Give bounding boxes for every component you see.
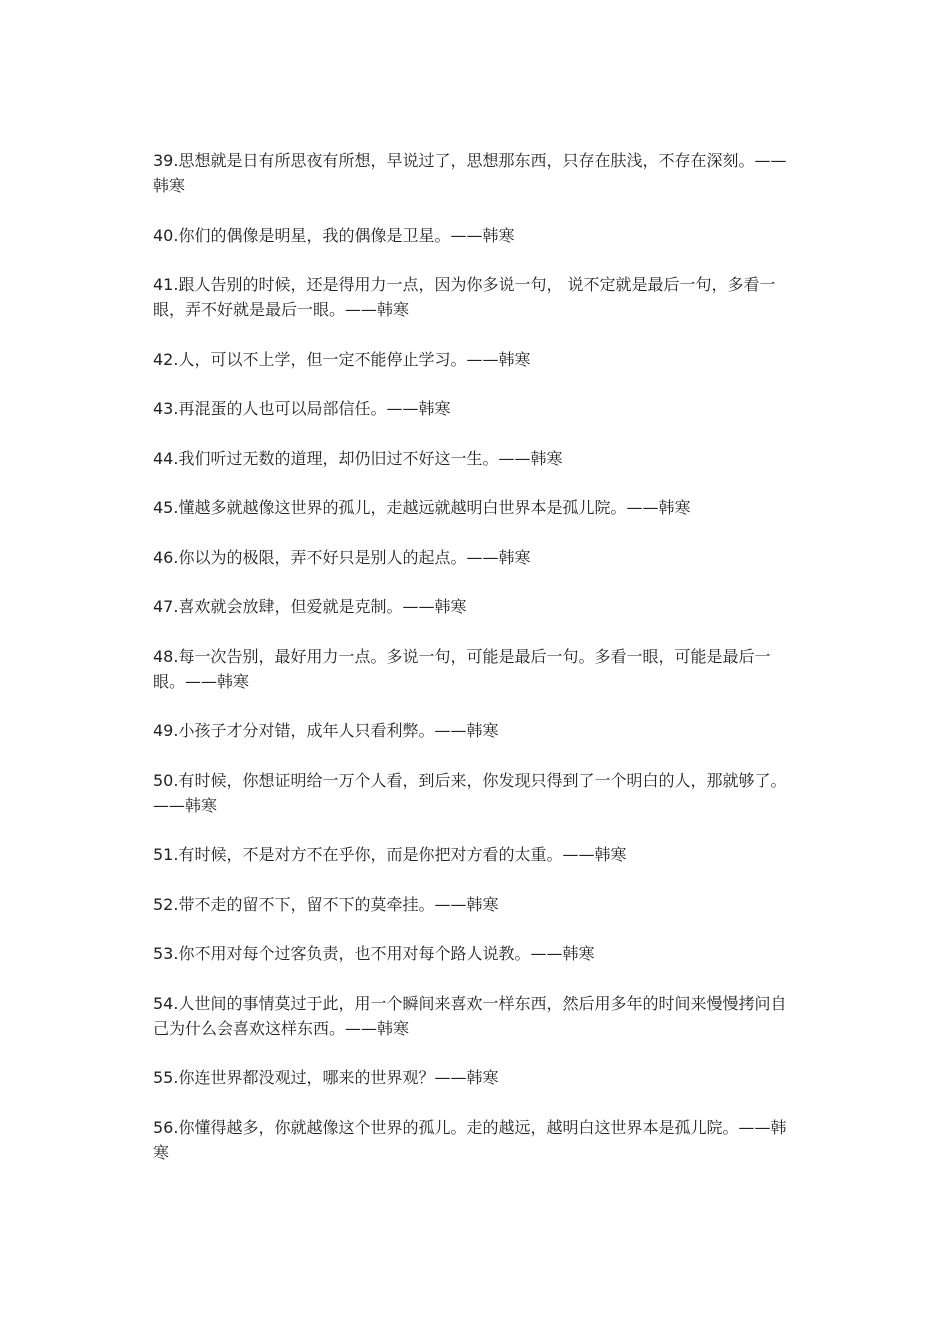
quote-item: 43.再混蛋的人也可以局部信任。——韩寒 — [153, 399, 451, 418]
quote-item: 50.有时候，你想证明给一万个人看，到后来，你发现只得到了一个明白的人，那就够了。——韩寒 — [153, 770, 787, 815]
quote-item: 44.我们听过无数的道理，却仍旧过不好这一生。——韩寒 — [153, 448, 563, 468]
quote-item: 54.人世间的事情莫过于此，用一个瞬间来喜欢一样东西，然后用多年的时间来慢慢拷问自己为什么会喜欢这样东西。——韩寒 — [153, 993, 787, 1038]
quote-item: 49.小孩子才分对错，成年人只看利弊。——韩寒 — [153, 721, 499, 740]
quote-list — [153, 148, 793, 1189]
quote-item: 40.你们的偶像是明星，我的偶像是卫星。——韩寒 — [153, 225, 515, 245]
quote-item: 41.跟人告别的时候，还是得用力一点，因为你多说一句， 说不定就是最后一句，多看一眼，弄不好就是最后一眼。——韩寒 — [153, 275, 776, 319]
quote-item: 46.你以为的极限，弄不好只是别人的起点。——韩寒 — [153, 547, 531, 567]
quote-item: 52.带不走的留不下，留不下的莫牵挂。——韩寒 — [153, 894, 499, 914]
quote-item: 55.你连世界都没观过，哪来的世界观？——韩寒 — [153, 1068, 499, 1087]
quote-item: 45.懂越多就越像这世界的孤儿，走越远就越明白世界本是孤儿院。——韩寒 — [153, 498, 691, 517]
quote-item: 51.有时候，不是对方不在乎你，而是你把对方看的太重。——韩寒 — [153, 845, 627, 864]
quote-item: 53.你不用对每个过客负责，也不用对每个路人说教。——韩寒 — [153, 944, 595, 963]
quote-item: 56.你懂得越多，你就越像这个世界的孤儿。走的越远，越明白这世界本是孤儿院。——韩寒 — [153, 1117, 787, 1162]
quote-item: 42.人，可以不上学，但一定不能停止学习。——韩寒 — [153, 349, 531, 369]
quote-item: 47.喜欢就会放肆，但爱就是克制。——韩寒 — [153, 597, 467, 616]
quote-item: 39.思想就是日有所思夜有所想，早说过了，思想那东西，只存在肤浅，不存在深刻。——韩寒 — [153, 151, 787, 195]
quote-item: 48.每一次告别，最好用力一点。多说一句，可能是最后一句。多看一眼，可能是最后一眼。——韩寒 — [153, 646, 771, 691]
